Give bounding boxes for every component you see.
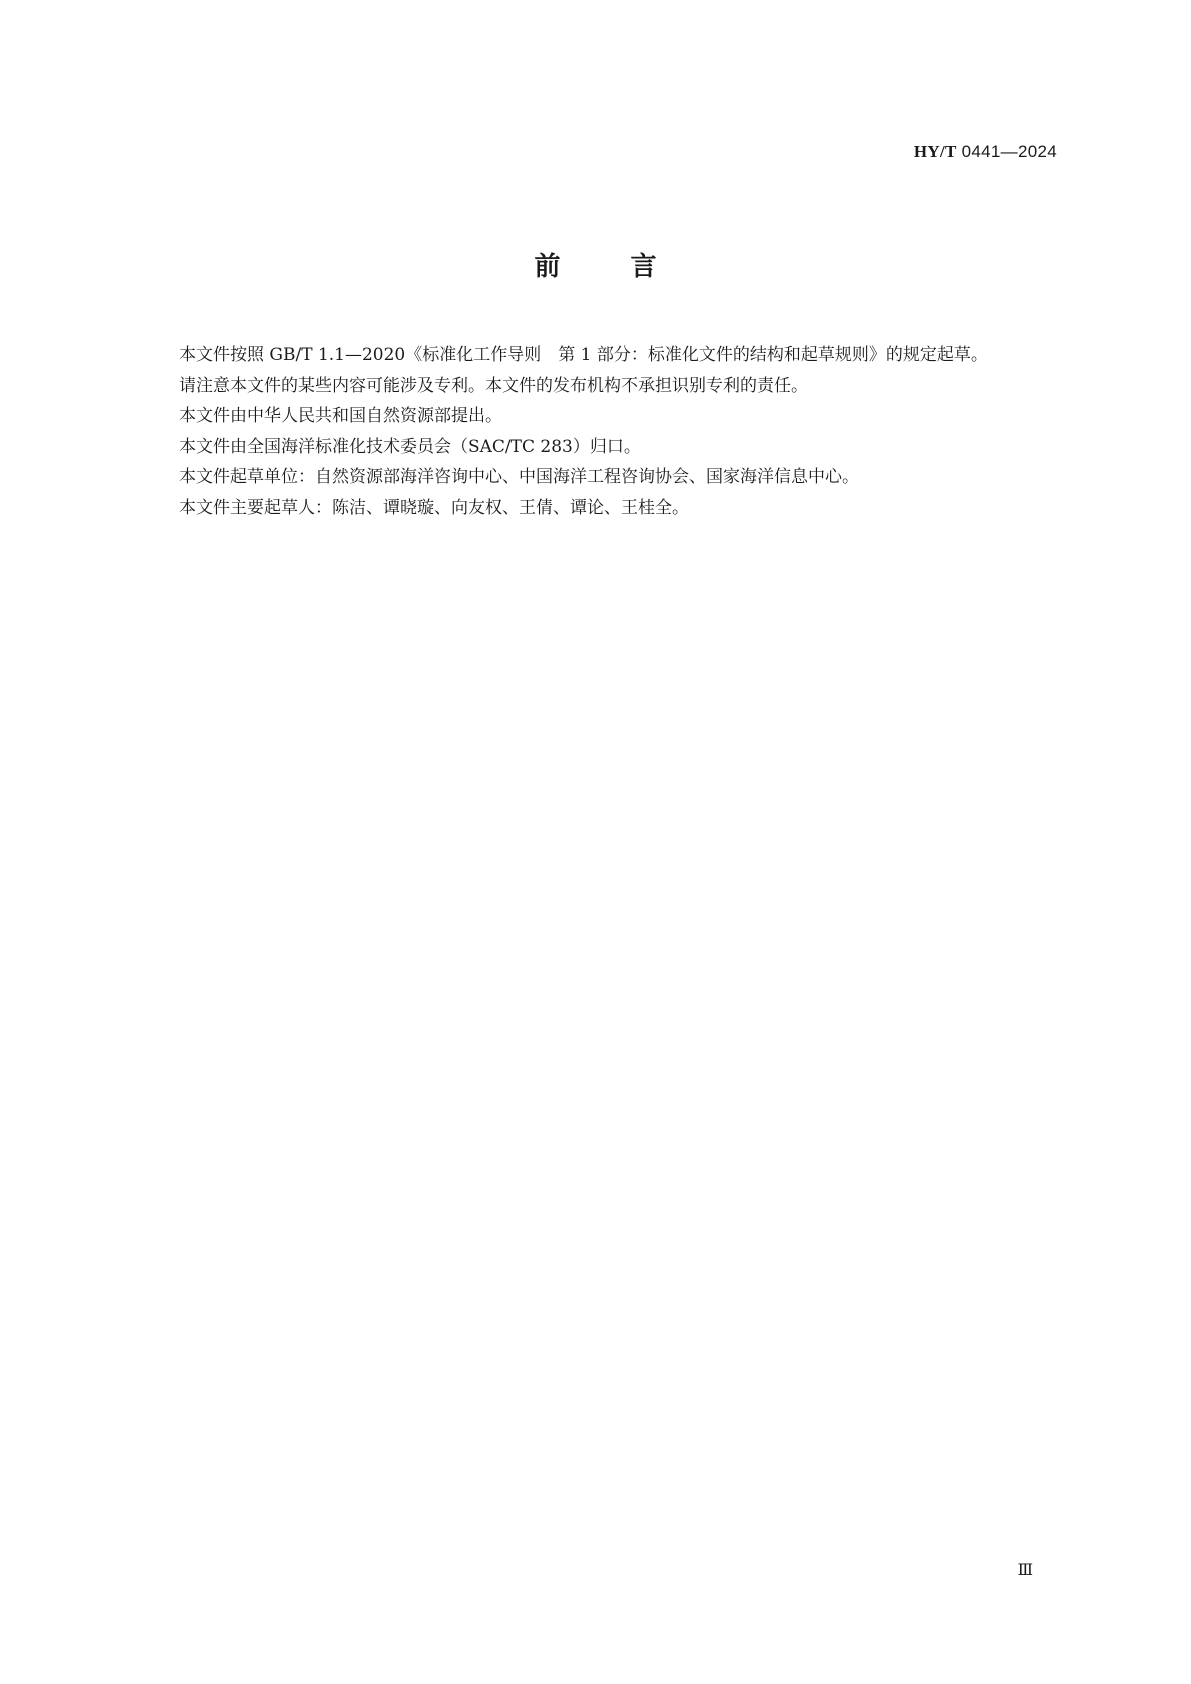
paragraph-drafting-units: 本文件起草单位：自然资源部海洋咨询中心、中国海洋工程咨询协会、国家海洋信息中心。 <box>179 467 859 487</box>
paragraph-drafters: 本文件主要起草人：陈洁、谭晓璇、向友权、王倩、谭论、王桂全。 <box>179 497 689 518</box>
standard-number-value: 0441—2024 <box>956 142 1057 161</box>
paragraph-patent-notice: 请注意本文件的某些内容可能涉及专利。本文件的发布机构不承担识别专利的责任。 <box>179 375 808 396</box>
page-title: 前言 <box>534 252 727 282</box>
foreword-body <box>145 340 1066 523</box>
paragraph-proposer: 本文件由中华人民共和国自然资源部提出。 <box>179 406 502 426</box>
standard-number-prefix: HY/T <box>913 142 957 161</box>
paragraph-drafting-rules: 本文件按照 GB/T 1.1—2020《标准化工作导则 第 1 部分：标准化文件的结构和起草规则》的规定起草。 <box>179 345 988 365</box>
standard-number <box>914 142 1057 162</box>
page-number: Ⅲ <box>1017 1562 1033 1579</box>
paragraph-committee: 本文件由全国海洋标准化技术委员会（SAC/TC 283）归口。 <box>179 436 641 457</box>
